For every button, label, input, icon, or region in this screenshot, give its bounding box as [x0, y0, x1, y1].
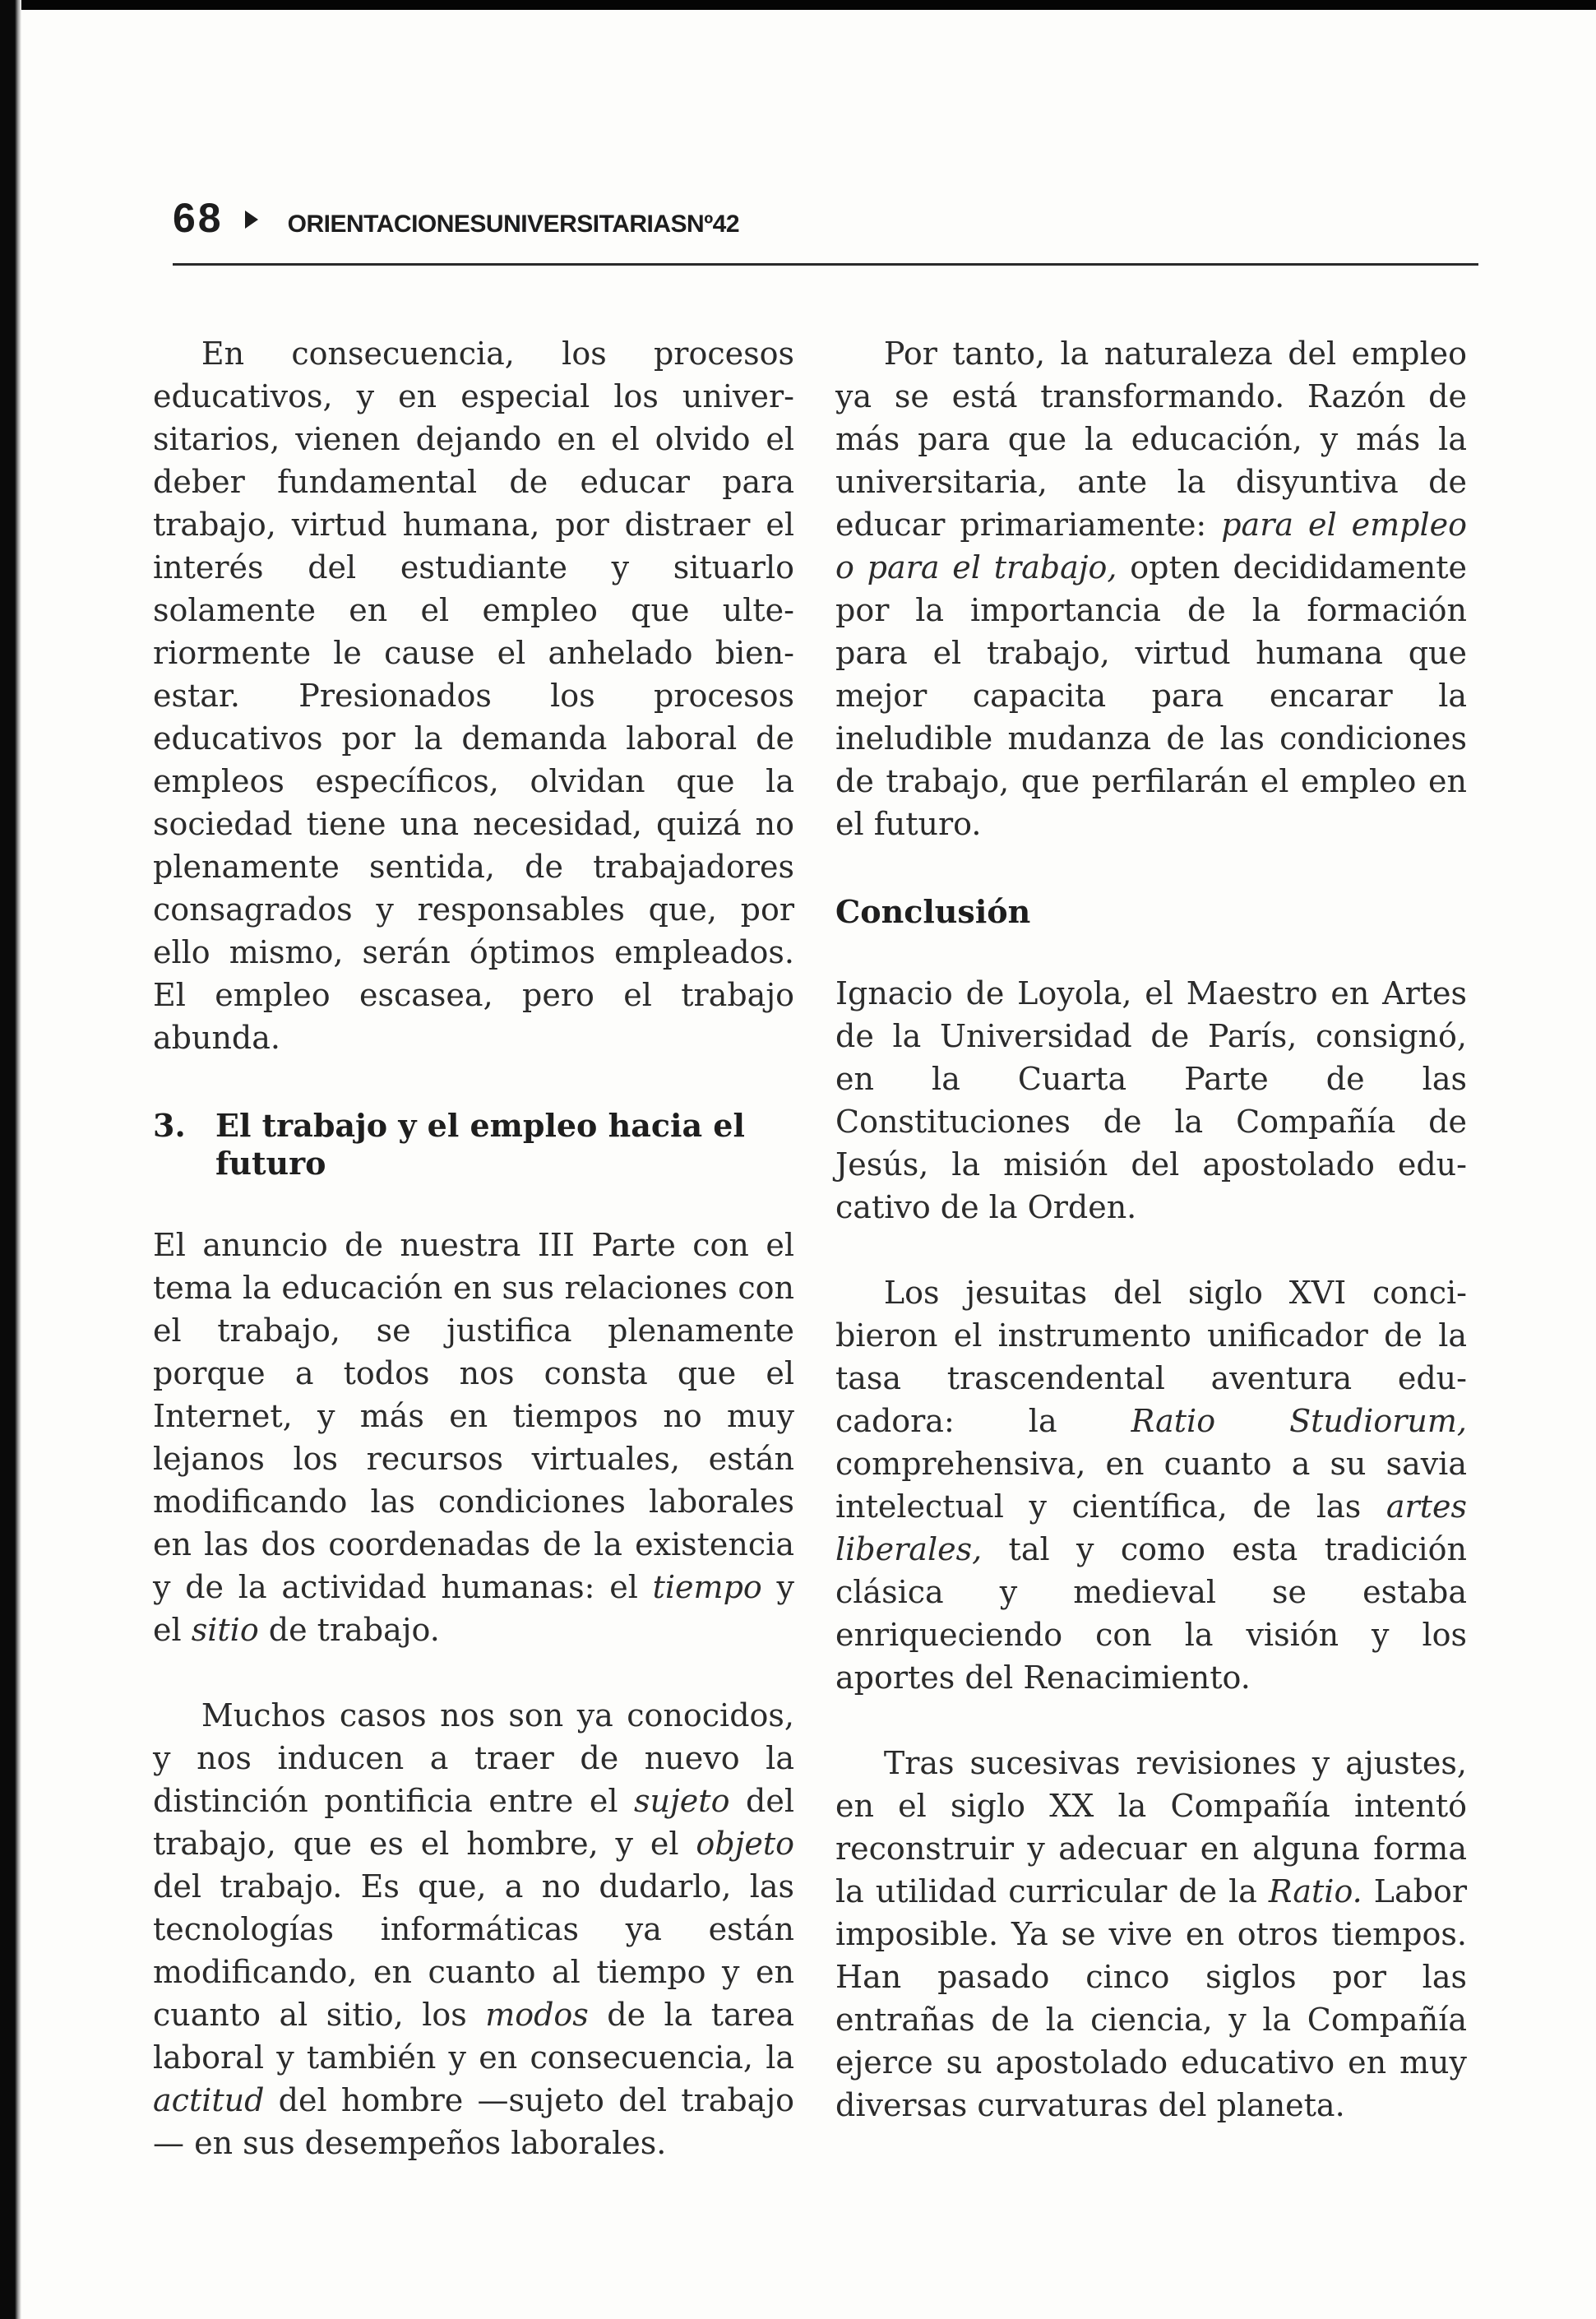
conclusion-heading: Conclusión	[835, 893, 1031, 930]
paragraph: Muchos casos nos son ya conocidos, y nos inducen a traer de nuevo la distinción pontificia entre el sujeto del trabajo, que es el hombre, y el objeto del trabajo. Es que, a no dudarlo, las tecnologías informáticas ya están modificando, en cuanto al tiempo y en cuanto al sitio, los modos de la tarea laboral y también y en consecuencia, la actitud del hombre —sujeto del trabajo— en sus desempeños laborales.	[153, 1697, 794, 2161]
right-column	[835, 332, 1467, 2127]
paragraph: Los jesuitas del siglo XVI concibieron el instrumento unificador de la tasa trascendental aventura educadora: la Ratio Studiorum, comprehensiva, en cuanto a su savia intelectual y científica, de las artes liberales, tal y como esta tradición clásica y medieval se estaba enriqueciendo con la visión y los aportes del Renacimiento.	[835, 1275, 1467, 1696]
page-number: 68	[173, 195, 224, 241]
paragraph: El anuncio de nuestra III Parte con el tema la educación en sus relaciones con el trabajo, se justifica plenamente porque a todos nos consta que el Internet, y más en tiempos no muy lejanos los recursos virtuales, están modificando las condiciones laborales en las dos coordenadas de la existencia y de la actividad humanas: el tiempo y el sitio de trabajo.	[153, 1227, 795, 1648]
triangle-right-icon	[245, 211, 258, 229]
paragraph: Tras sucesivas revisiones y ajustes, en el siglo XX la Compañía intentó reconstruir y adecuar en alguna forma la utilidad curricular de la Ratio. Labor imposible. Ya se vive en otros tiempos. Han pasado cinco siglos por las entrañas de la ciencia, y la Compañía ejerce su apostolado educativo en muy diversas curvaturas del planeta.	[835, 1745, 1467, 2123]
left-column	[153, 332, 794, 2164]
paragraph: Ignacio de Loyola, el Maestro en Artes de la Universidad de París, consignó, en la Cuarta Parte de las Constituciones de la Compañía de Jesús, la misión del apostolado educativo de la Orden.	[835, 975, 1467, 1225]
scan-border-left	[0, 0, 21, 2319]
journal-title: ORIENTACIONESUNIVERSITARIASNº42	[287, 211, 740, 238]
scan-border-top	[0, 0, 1596, 10]
section-title: El trabajo y el empleo hacia el futuro	[215, 1107, 745, 1182]
paragraph: En consecuencia, los procesos educativos, y en especial los universitarios, vienen dejando en el olvido el deber fundamental de educar para trabajo, virtud humana, por distraer el interés del estudiante y situarlo solamente en el empleo que ulteriormente le cause el anhelado bienestar. Presionados los procesos educativos por la demanda laboral de empleos específicos, olvidan que la sociedad tiene una necesidad, quizá no plenamente sentida, de trabajadores consagrados y responsables que, por ello mismo, serán óptimos empleados. El empleo escasea, pero el trabajo abunda.	[153, 336, 794, 1056]
section-number: 3.	[153, 1107, 186, 1144]
header-rule	[173, 263, 1478, 266]
paragraph: Por tanto, la naturaleza del empleo ya se está transformando. Razón de más para que la educación, y más la universitaria, ante la disyuntiva de educar primariamente: para el empleo o para el trabajo, opten decididamente por la importancia de la formación para el trabajo, virtud humana que mejor capacita para encarar la ineludible mudanza de las condiciones de trabajo, que perfilarán el empleo en el futuro.	[835, 336, 1467, 842]
section-heading	[153, 1107, 794, 1183]
running-header	[173, 194, 1472, 243]
